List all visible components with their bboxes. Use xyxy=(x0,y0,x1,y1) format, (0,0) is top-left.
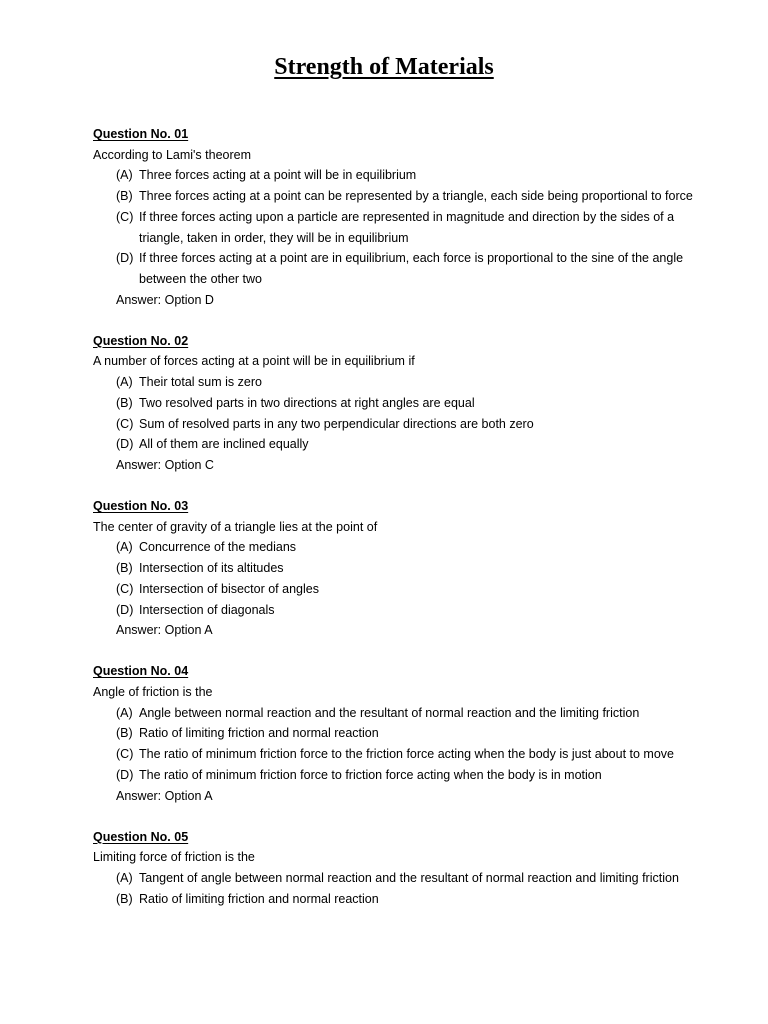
option-d xyxy=(116,765,693,786)
question-text: The center of gravity of a triangle lies at the point of xyxy=(93,519,378,534)
question-05 xyxy=(93,827,693,910)
question-03 xyxy=(93,496,693,641)
option-text: All of them are inclined equally xyxy=(139,437,309,452)
option-letter: (B) xyxy=(116,395,133,410)
option-a xyxy=(116,703,693,724)
option-b xyxy=(116,889,693,910)
option-text: Angle between normal reaction and the resultant of normal reaction and the limiting friction xyxy=(139,705,640,720)
page-title-text: Strength of Materials xyxy=(274,54,494,80)
option-text: Two resolved parts in two directions at right angles are equal xyxy=(139,395,475,410)
option-list xyxy=(93,868,693,909)
option-b xyxy=(116,393,693,414)
option-a xyxy=(116,868,693,889)
option-list xyxy=(93,703,693,786)
option-text: Ratio of limiting friction and normal reaction xyxy=(139,726,379,741)
option-text: If three forces acting upon a particle are represented in magnitude and direction by the sides of a triangle, taken in order, they will be in equilibrium xyxy=(139,209,675,245)
option-text: Intersection of bisector of angles xyxy=(139,581,319,596)
option-text: Intersection of its altitudes xyxy=(139,561,284,576)
option-letter: (D) xyxy=(116,767,134,782)
option-text: Three forces acting at a point will be in equilibrium xyxy=(139,168,417,183)
option-list xyxy=(93,537,693,620)
option-text: Sum of resolved parts in any two perpendicular directions are both zero xyxy=(139,416,534,431)
question-list xyxy=(93,124,693,930)
option-letter: (C) xyxy=(116,581,134,596)
option-a xyxy=(116,537,693,558)
option-text: The ratio of minimum friction force to friction force acting when the body is in motion xyxy=(139,767,602,782)
option-text: Intersection of diagonals xyxy=(139,602,275,617)
option-letter: (B) xyxy=(116,726,133,741)
question-number: Question No. 03 xyxy=(93,499,189,514)
option-letter: (C) xyxy=(116,747,134,762)
question-number: Question No. 01 xyxy=(93,127,189,141)
option-a xyxy=(116,372,693,393)
question-number: Question No. 05 xyxy=(93,829,189,844)
answer-line: Answer: Option D xyxy=(116,292,214,307)
answer-line: Answer: Option A xyxy=(116,788,213,803)
option-d xyxy=(116,248,693,289)
question-02 xyxy=(93,331,693,476)
option-letter: (C) xyxy=(116,209,134,224)
option-d xyxy=(116,600,693,621)
option-letter: (D) xyxy=(116,437,134,452)
option-text: Their total sum is zero xyxy=(139,375,262,390)
option-letter: (A) xyxy=(116,705,133,720)
option-c xyxy=(116,207,693,248)
option-letter: (B) xyxy=(116,561,133,576)
option-letter: (A) xyxy=(116,540,133,555)
option-b xyxy=(116,558,693,579)
question-number: Question No. 04 xyxy=(93,664,189,679)
option-text: Three forces acting at a point can be represented by a triangle, each side being proportional to force xyxy=(139,189,693,204)
option-d xyxy=(116,434,693,455)
question-01 xyxy=(93,124,693,310)
option-letter: (D) xyxy=(116,251,134,266)
answer-line: Answer: Option A xyxy=(116,623,213,638)
option-a xyxy=(116,165,693,186)
option-letter: (A) xyxy=(116,375,133,390)
option-list xyxy=(93,372,693,455)
question-text: Angle of friction is the xyxy=(93,685,213,700)
option-text: If three forces acting at a point are in equilibrium, each force is proportional to the sine of the angle between the other two xyxy=(139,251,684,286)
answer-line: Answer: Option C xyxy=(116,457,214,472)
question-04 xyxy=(93,661,693,806)
question-text: Limiting force of friction is the xyxy=(93,850,255,865)
option-text: Tangent of angle between normal reaction and the resultant of normal reaction and limiting friction xyxy=(139,871,679,886)
option-c xyxy=(116,579,693,600)
question-text: A number of forces acting at a point will be in equilibrium if xyxy=(93,354,415,369)
option-text: The ratio of minimum friction force to the friction force acting when the body is just about to move xyxy=(139,747,674,762)
option-list xyxy=(93,165,693,289)
option-b xyxy=(116,723,693,744)
question-number: Question No. 02 xyxy=(93,333,189,348)
option-letter: (A) xyxy=(116,168,133,183)
option-letter: (B) xyxy=(116,189,133,204)
question-text: According to Lami's theorem xyxy=(93,147,252,162)
option-b xyxy=(116,186,693,207)
page-title xyxy=(0,52,768,82)
option-text: Concurrence of the medians xyxy=(139,540,297,555)
option-letter: (D) xyxy=(116,602,134,617)
option-c xyxy=(116,744,693,765)
option-letter: (A) xyxy=(116,871,133,886)
option-text: Ratio of limiting friction and normal reaction xyxy=(139,891,379,906)
option-letter: (C) xyxy=(116,416,134,431)
option-c xyxy=(116,414,693,435)
option-letter: (B) xyxy=(116,891,133,906)
